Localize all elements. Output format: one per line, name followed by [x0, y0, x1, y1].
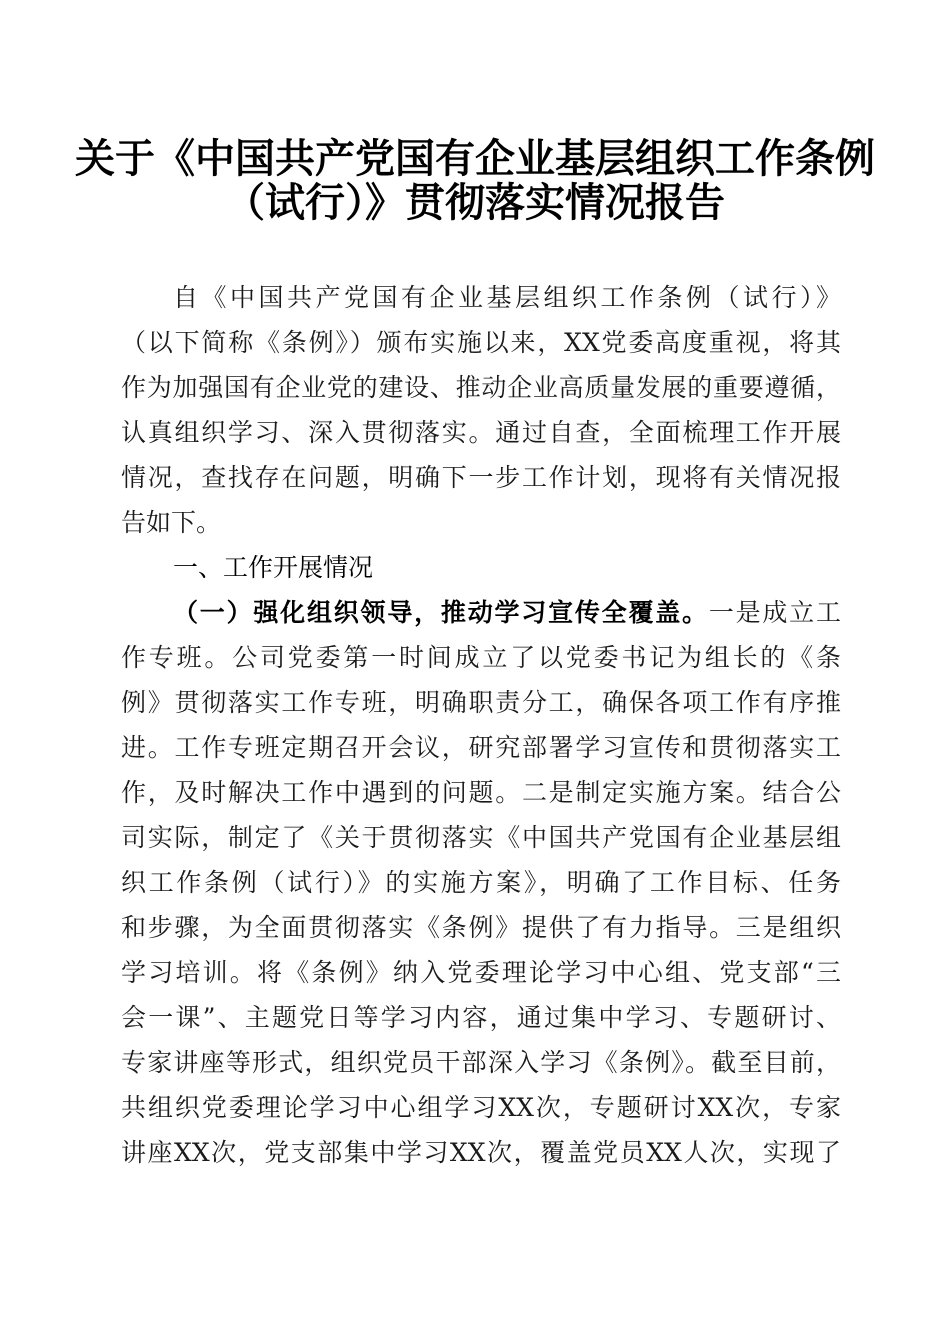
intro-paragraph-line: 作为加强国有企业党的建设、推动企业高质量发展的重要遵循，: [121, 373, 841, 402]
body-line: 专家讲座等形式，组织党员干部深入学习《条例》。截至目前，: [121, 1048, 841, 1077]
intro-paragraph-line: 自《中国共产党国有企业基层组织工作条例（试行）》: [173, 283, 841, 312]
body-line: 学习培训。将《条例》纳入党委理论学习中心组、党支部“三: [121, 958, 841, 987]
intro-paragraph-line: 认真组织学习、深入贯彻落实。通过自查，全面梳理工作开展: [121, 418, 841, 447]
body-line: 作专班。公司党委第一时间成立了以党委书记为组长的《条: [121, 643, 841, 672]
body-line: 和步骤，为全面贯彻落实《条例》提供了有力指导。三是组织: [121, 913, 841, 942]
document-title-line-2: （试行）》贯彻落实情况报告: [225, 179, 725, 226]
body-line: 进。工作专班定期召开会议，研究部署学习宣传和贯彻落实工: [121, 733, 841, 762]
body-line: 司实际，制定了《关于贯彻落实《中国共产党国有企业基层组: [121, 823, 841, 852]
subsection-first-line-tail: 一是成立工: [708, 598, 841, 627]
subsection-heading: （一）强化组织领导，推动学习宣传全覆盖。: [173, 598, 709, 627]
body-line: 织工作条例（试行）》的实施方案》，明确了工作目标、任务: [121, 868, 841, 897]
subsection-first-line: [173, 593, 841, 633]
body-line: 例》贯彻落实工作专班，明确职责分工，确保各项工作有序推: [121, 688, 841, 717]
body-line: 会一课”、主题党日等学习内容，通过集中学习、专题研讨、: [121, 1003, 841, 1032]
document-title-line-1: 关于《中国共产党国有企业基层组织工作条例: [75, 135, 875, 182]
intro-paragraph-line: 情况，查找存在问题，明确下一步工作计划，现将有关情况报: [121, 463, 841, 492]
intro-paragraph-line: 告如下。: [121, 508, 222, 537]
body-line: 作，及时解决工作中遇到的问题。二是制定实施方案。结合公: [121, 778, 841, 807]
intro-paragraph-line: （以下简称《条例》）颁布实施以来，XX党委高度重视，将其: [121, 328, 841, 357]
body-line: 讲座XX次，党支部集中学习XX次，覆盖党员XX人次，实现了: [121, 1138, 841, 1167]
section-heading: 一、工作开展情况: [173, 553, 374, 582]
body-line: 共组织党委理论学习中心组学习XX次，专题研讨XX次，专家: [121, 1093, 841, 1122]
